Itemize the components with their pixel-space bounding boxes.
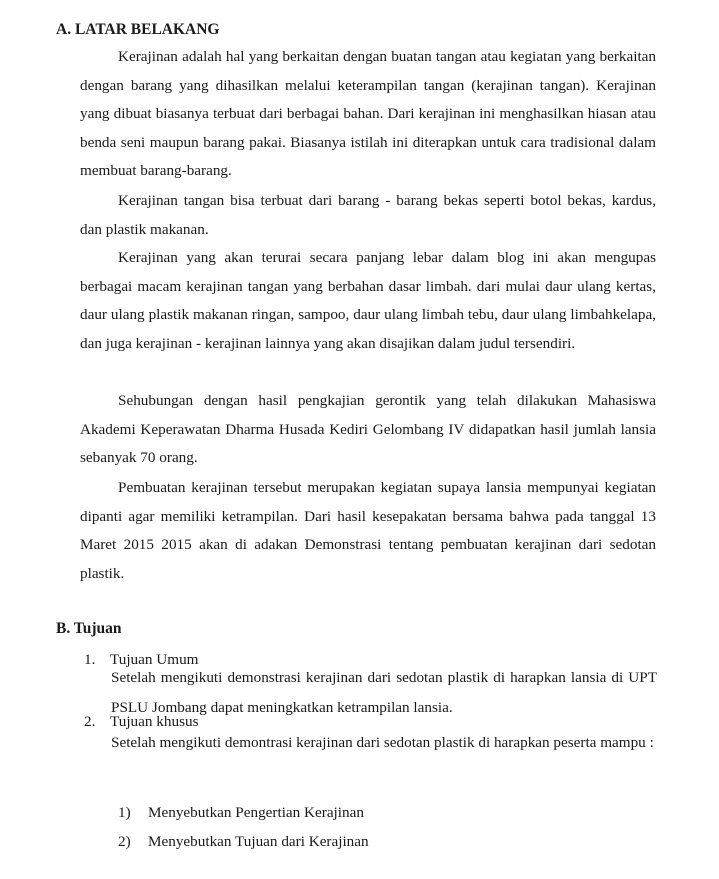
paragraph-4: Sehubungan dengan hasil pengkajian gerontik yang telah dilakukan Mahasiswa Akademi Keperawatan Dharma Husada Kediri Gelombang IV didapatkan hasil jumlah lansia sebanyak 70 orang.	[80, 392, 656, 467]
section-a-heading: A. LATAR BELAKANG	[56, 21, 220, 38]
list-body: Setelah mengikuti demontrasi kerajinan dari sedotan plastik di harapkan peserta mampu :	[111, 734, 654, 751]
sub-list-item	[118, 803, 364, 823]
list-title: Tujuan Umum	[110, 651, 199, 668]
sub-list-number: 2)	[118, 833, 131, 850]
list-number: 1.	[84, 651, 96, 668]
paragraph-5: Pembuatan kerajinan tersebut merupakan kegiatan supaya lansia mempunyai kegiatan dipanti agar memiliki ketrampilan. Dari hasil kesepakatan bersama bahwa pada tanggal 13 Maret 2015 2015 akan di adakan Demonstrasi tentang pembuatan kerajinan dari sedotan plastik.	[80, 479, 656, 582]
section-b-heading: B. Tujuan	[56, 620, 122, 637]
sub-list-text: Menyebutkan Tujuan dari Kerajinan	[148, 833, 369, 850]
sub-list-text: Menyebutkan Pengertian Kerajinan	[148, 804, 364, 821]
list-title: Tujuan khusus	[110, 713, 199, 730]
list-number: 2.	[84, 713, 96, 730]
list-body: Setelah mengikuti demonstrasi kerajinan dari sedotan plastik di harapkan lansia di UPT PSLU Jombang dapat meningkatkan ketrampilan lansia.	[111, 669, 657, 716]
paragraph-1: Kerajinan adalah hal yang berkaitan dengan buatan tangan atau kegiatan yang berkaitan dengan barang yang dihasilkan melalui keterampilan tangan (kerajinan tangan). Kerajinan yang dibuat biasanya terbuat dari berbagai bahan. Dari kerajinan ini menghasilkan hiasan atau benda seni maupun barang pakai. Biasanya istilah ini diterapkan untuk cara tradisional dalam membuat barang-barang.	[80, 48, 656, 180]
sub-list-item	[118, 832, 369, 852]
paragraph-3: Kerajinan yang akan terurai secara panjang lebar dalam blog ini akan mengupas berbagai macam kerajinan tangan yang berbahan dasar limbah. dari mulai daur ulang kertas, daur ulang plastik makanan ringan, sampoo, daur ulang limbah tebu, daur ulang limbahkelapa, dan juga kerajinan - kerajinan lainnya yang akan disajikan dalam judul tersendiri.	[80, 249, 656, 352]
paragraph-2: Kerajinan tangan bisa terbuat dari barang - barang bekas seperti botol bekas, kardus, dan plastik makanan.	[80, 192, 656, 238]
sub-list-number: 1)	[118, 804, 131, 821]
